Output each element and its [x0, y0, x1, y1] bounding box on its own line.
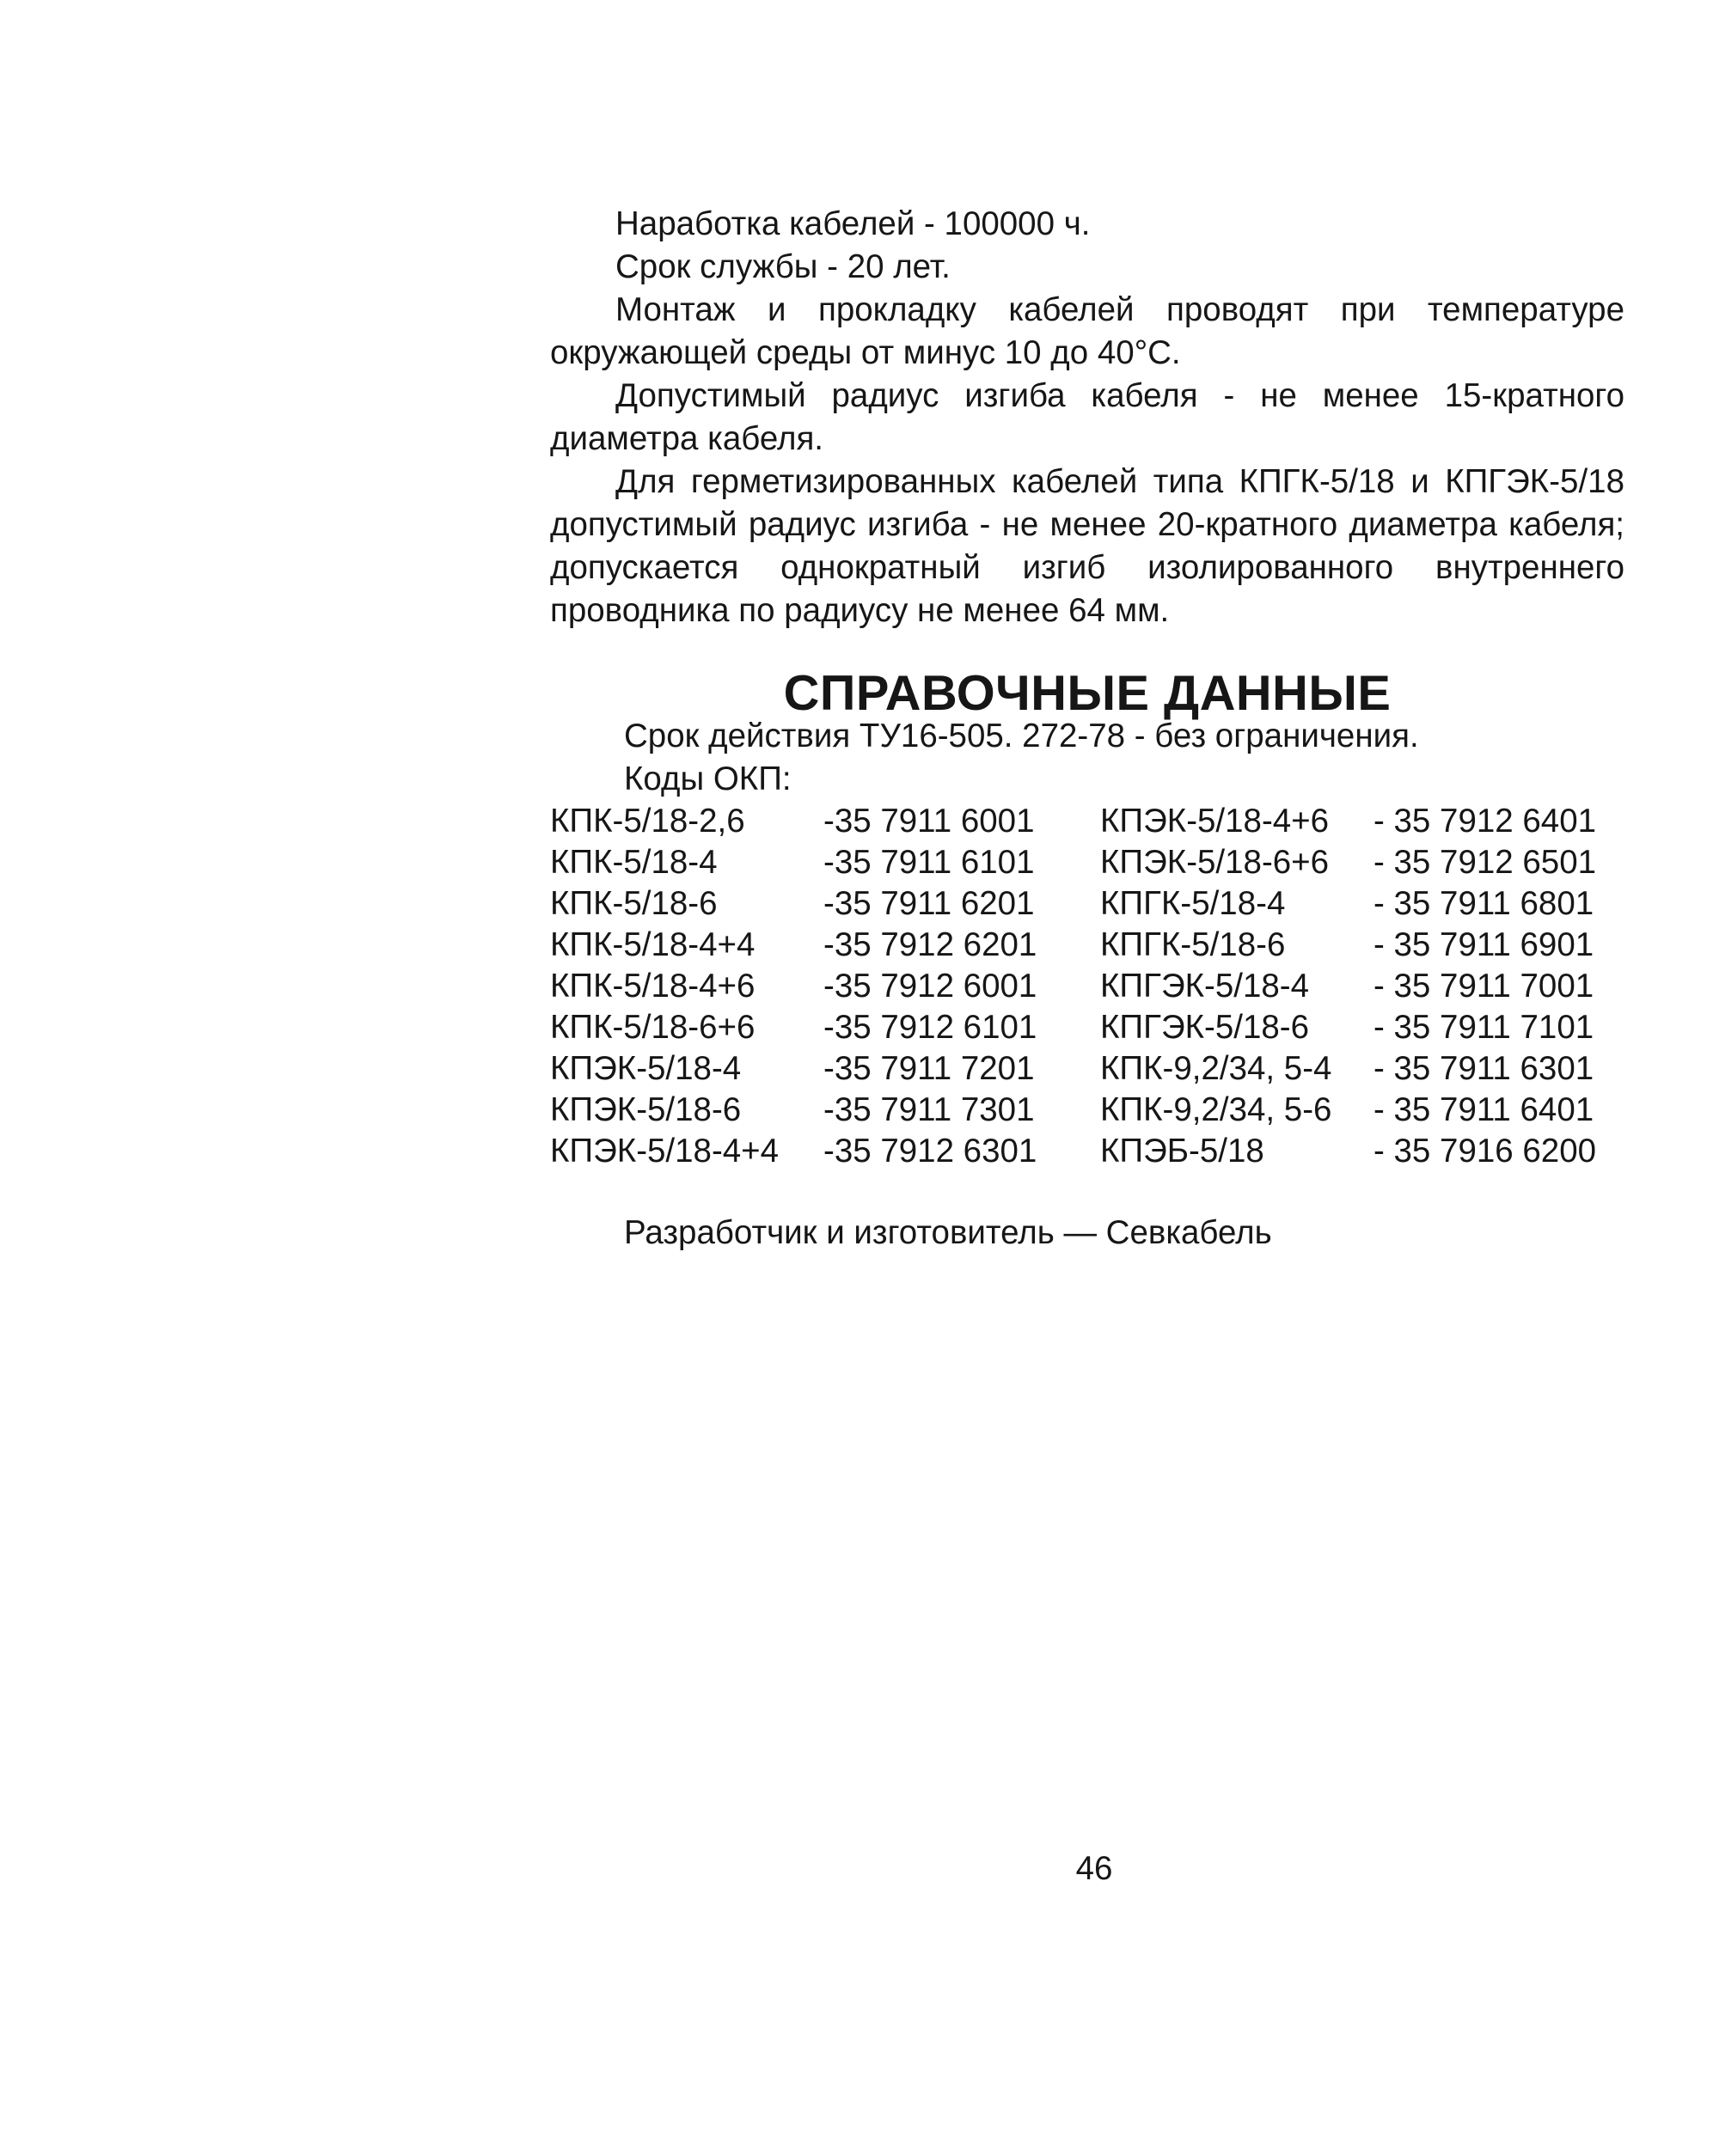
okp-code: -35 7911 6001	[823, 803, 1035, 840]
cable-name: КПЭК-5/18-6	[550, 1091, 742, 1128]
table-row	[550, 1007, 1623, 1048]
okp-code: -35 7912 6201	[823, 926, 1037, 963]
cable-name: КПК-5/18-4	[550, 844, 718, 881]
cable-name: КПГК-5/18-4	[1100, 885, 1286, 922]
cable-name: КПК-9,2/34, 5-6	[1100, 1091, 1332, 1128]
cable-name: КПЭК-5/18-4+6	[1100, 803, 1330, 840]
operating-time-line: Наработка кабелей - 100000 ч.	[615, 205, 1091, 242]
table-row	[550, 801, 1623, 842]
okp-code: - 35 7912 6401	[1373, 803, 1597, 840]
cable-name: КПЭК-5/18-4	[550, 1050, 742, 1087]
okp-code: - 35 7912 6501	[1373, 844, 1597, 881]
table-row	[550, 1131, 1623, 1172]
okp-codes-title: Коды ОКП:	[624, 760, 792, 797]
cable-name: КПК-5/18-4+4	[550, 926, 756, 963]
okp-code: - 35 7916 6200	[1373, 1133, 1597, 1170]
okp-codes-table	[550, 801, 1623, 1172]
table-row	[550, 842, 1623, 883]
table-row	[550, 1090, 1623, 1131]
okp-code: -35 7911 6101	[823, 844, 1035, 881]
cable-name: КПГЭК-5/18-4	[1100, 968, 1310, 1005]
validity-line: Срок действия ТУ16-505. 272-78 - без ограничения.	[624, 718, 1419, 754]
cable-name: КПЭК-5/18-4+4	[550, 1133, 780, 1170]
okp-code: -35 7911 7201	[823, 1050, 1035, 1087]
sealed-cables-paragraph: Для герметизированных кабелей типа КПГК-5/18 и КПГЭК-5/18 допустимый радиус изгиба - не менее 20-кратного диаметра кабеля; допускается однократный изгиб изолированного внутреннего проводника по радиусу не менее 64 мм.	[550, 463, 1624, 629]
okp-code: - 35 7911 6401	[1373, 1091, 1594, 1128]
okp-code: - 35 7911 6801	[1373, 885, 1594, 922]
service-life-line: Срок службы - 20 лет.	[615, 248, 951, 285]
okp-code: -35 7912 6301	[823, 1133, 1037, 1170]
table-row	[550, 966, 1623, 1007]
okp-code: -35 7912 6001	[823, 968, 1037, 1005]
okp-code: - 35 7911 6301	[1373, 1050, 1594, 1087]
bend-radius-paragraph: Допустимый радиус изгиба кабеля - не менее 15-кратного диаметра кабеля.	[550, 377, 1624, 457]
okp-code: - 35 7911 7101	[1373, 1009, 1594, 1046]
okp-codes-table-body	[550, 801, 1623, 1172]
okp-code: -35 7911 6201	[823, 885, 1035, 922]
table-row	[550, 925, 1623, 966]
reference-data-heading: СПРАВОЧНЫЕ ДАННЫЕ	[783, 666, 1392, 721]
okp-code: -35 7912 6101	[823, 1009, 1037, 1046]
cable-name: КПК-5/18-6+6	[550, 1009, 756, 1046]
installation-paragraph: Монтаж и прокладку кабелей проводят при температуре окружающей среды от минус 10 до 40°С.	[550, 291, 1624, 371]
cable-name: КПК-5/18-4+6	[550, 968, 756, 1005]
page-number: 46	[1075, 1850, 1113, 1887]
cable-name: КПЭК-5/18-6+6	[1100, 844, 1330, 881]
cable-name: КПК-9,2/34, 5-4	[1100, 1050, 1332, 1087]
table-row	[550, 1048, 1623, 1090]
okp-code: -35 7911 7301	[823, 1091, 1035, 1128]
okp-code: - 35 7911 6901	[1373, 926, 1594, 963]
page-content	[550, 203, 1624, 1255]
manufacturer-line: Разработчик и изготовитель — Севкабель	[624, 1214, 1272, 1251]
cable-name: КПГК-5/18-6	[1100, 926, 1286, 963]
table-row	[550, 883, 1623, 925]
cable-name: КПЭБ-5/18	[1100, 1133, 1264, 1170]
cable-name: КПК-5/18-6	[550, 885, 718, 922]
cable-name: КПК-5/18-2,6	[550, 803, 745, 840]
cable-name: КПГЭК-5/18-6	[1100, 1009, 1310, 1046]
okp-code: - 35 7911 7001	[1373, 968, 1594, 1005]
